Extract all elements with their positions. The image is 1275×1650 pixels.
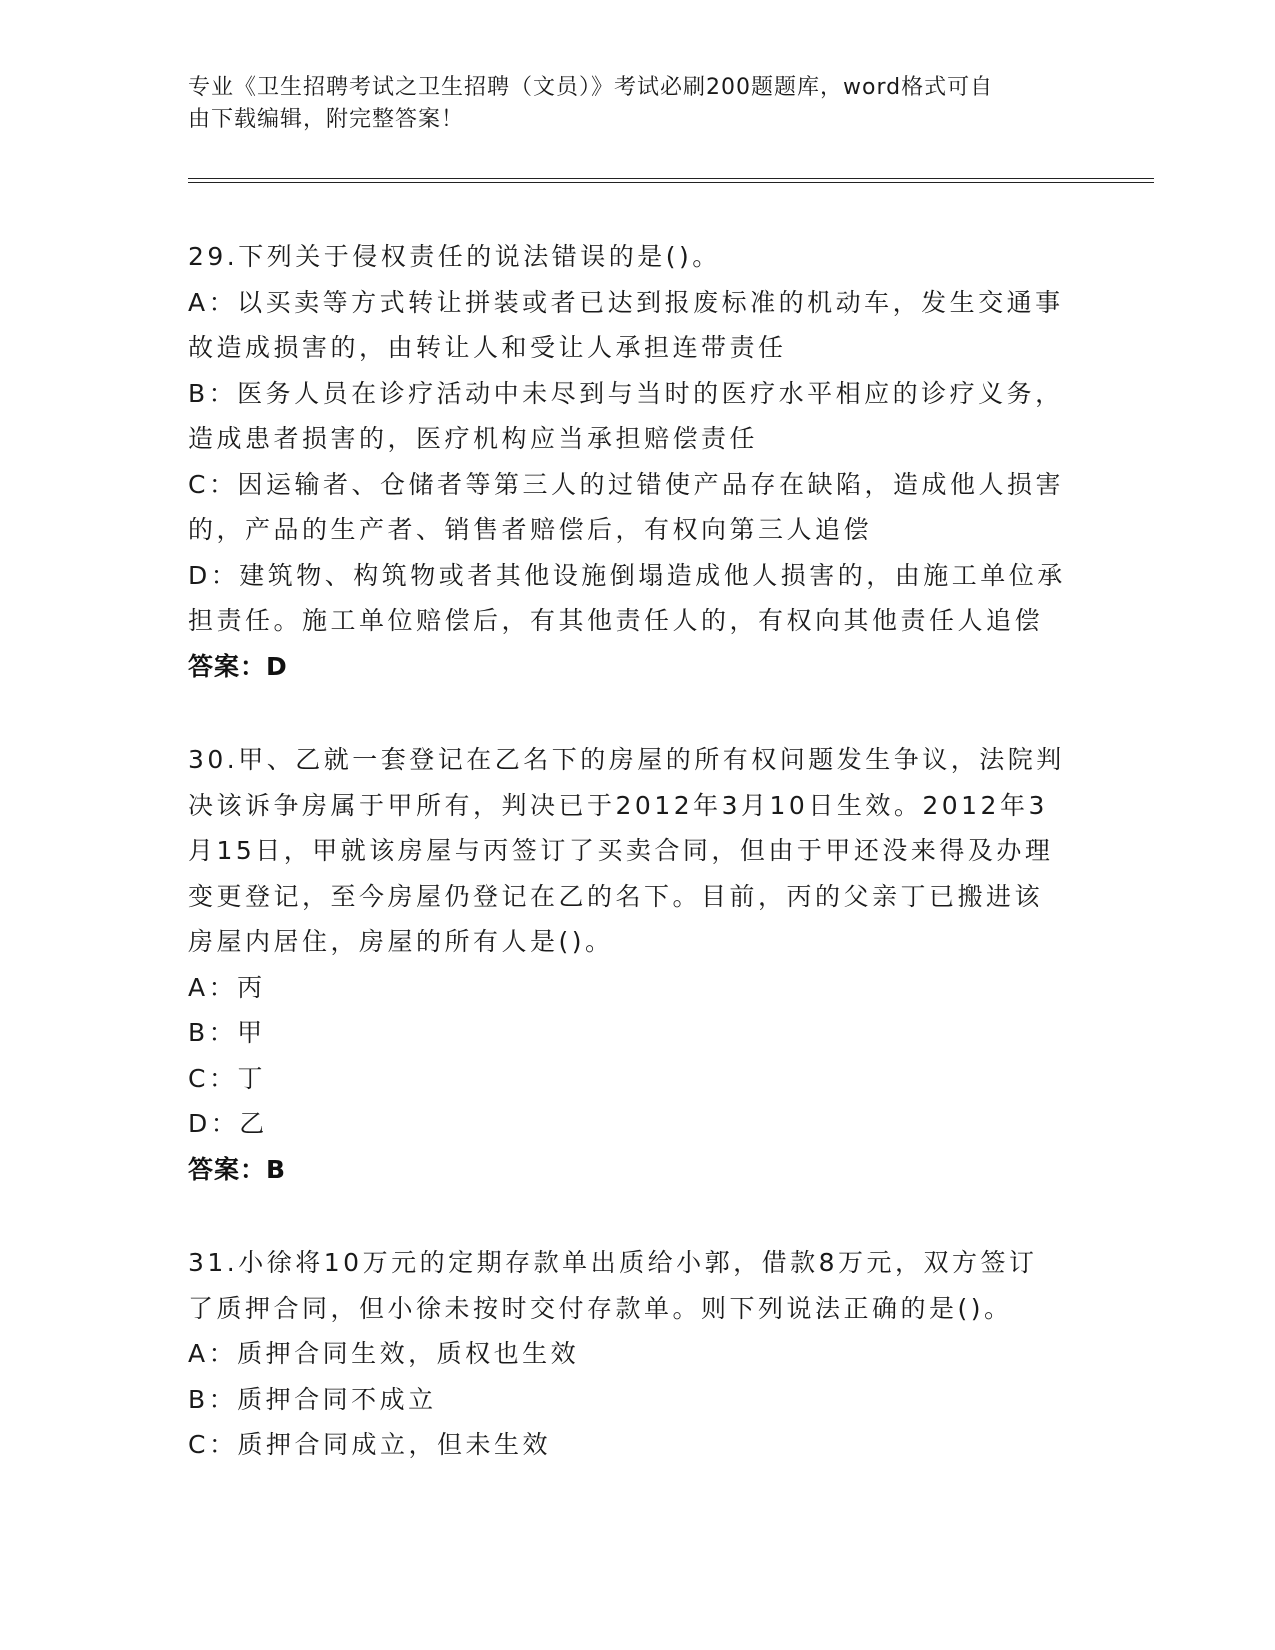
header-divider: [188, 178, 1154, 183]
option-d: D：建筑物、构筑物或者其他设施倒塌造成他人损害的，由施工单位承: [188, 560, 1066, 590]
option-b: B：甲: [188, 1018, 266, 1047]
question-stem-cont: 了质押合同，但小徐未按时交付存款单。则下列说法正确的是()。: [188, 1293, 1013, 1323]
option-d: D：乙: [188, 1109, 268, 1138]
header-line-2: 由下载编辑，附完整答案！: [188, 107, 465, 132]
question-stem-cont: 变更登记，至今房屋仍登记在乙的名下。目前，丙的父亲丁已搬进该: [188, 881, 1044, 911]
option-b: B：质押合同不成立: [188, 1384, 437, 1414]
answer-label: 答案：B: [188, 1154, 287, 1184]
question-stem: 31.小徐将10万元的定期存款单出质给小郭，借款8万元，双方签订: [188, 1248, 1038, 1277]
question-29: [188, 234, 1078, 689]
option-a-cont: 故造成损害的，由转让人和受让人承担连带责任: [188, 333, 787, 362]
option-c: C：丁: [188, 1063, 266, 1093]
option-b-cont: 造成患者损害的，医疗机构应当承担赔偿责任: [188, 424, 759, 453]
option-a: A：质押合同生效，质权也生效: [188, 1339, 580, 1368]
question-stem-cont: 月15日，甲就该房屋与丙签订了买卖合同，但由于甲还没来得及办理: [188, 836, 1054, 865]
option-c-cont: 的，产品的生产者、销售者赔偿后，有权向第三人追偿: [188, 515, 873, 544]
option-a: A：丙: [188, 972, 266, 1002]
question-30: [188, 737, 1078, 1192]
question-stem-cont: 决该诉争房属于甲所有，判决已于2012年3月10日生效。2012年3: [188, 790, 1048, 820]
option-c: C：质押合同成立，但未生效: [188, 1430, 551, 1459]
document-header: [188, 72, 1068, 136]
option-a: A：以买卖等方式转让拼装或者已达到报废标准的机动车，发生交通事: [188, 287, 1064, 317]
option-b: B：医务人员在诊疗活动中未尽到与当时的医疗水平相应的诊疗义务，: [188, 378, 1064, 408]
question-stem: 29.下列关于侵权责任的说法错误的是()。: [188, 242, 721, 271]
answer-label: 答案：D: [188, 651, 288, 681]
option-c: C：因运输者、仓储者等第三人的过错使产品存在缺陷，造成他人损害: [188, 469, 1064, 499]
question-stem-cont: 房屋内居住，房屋的所有人是()。: [188, 927, 614, 956]
option-d-cont: 担责任。施工单位赔偿后，有其他责任人的，有权向其他责任人追偿: [188, 606, 1044, 635]
question-stem: 30.甲、乙就一套登记在乙名下的房屋的所有权问题发生争议，法院判: [188, 745, 1065, 774]
question-list: [188, 234, 1078, 1516]
header-line-1: 专业《卫生招聘考试之卫生招聘（文员）》考试必刷200题题库，word格式可自: [188, 75, 994, 100]
question-31: [188, 1240, 1078, 1468]
